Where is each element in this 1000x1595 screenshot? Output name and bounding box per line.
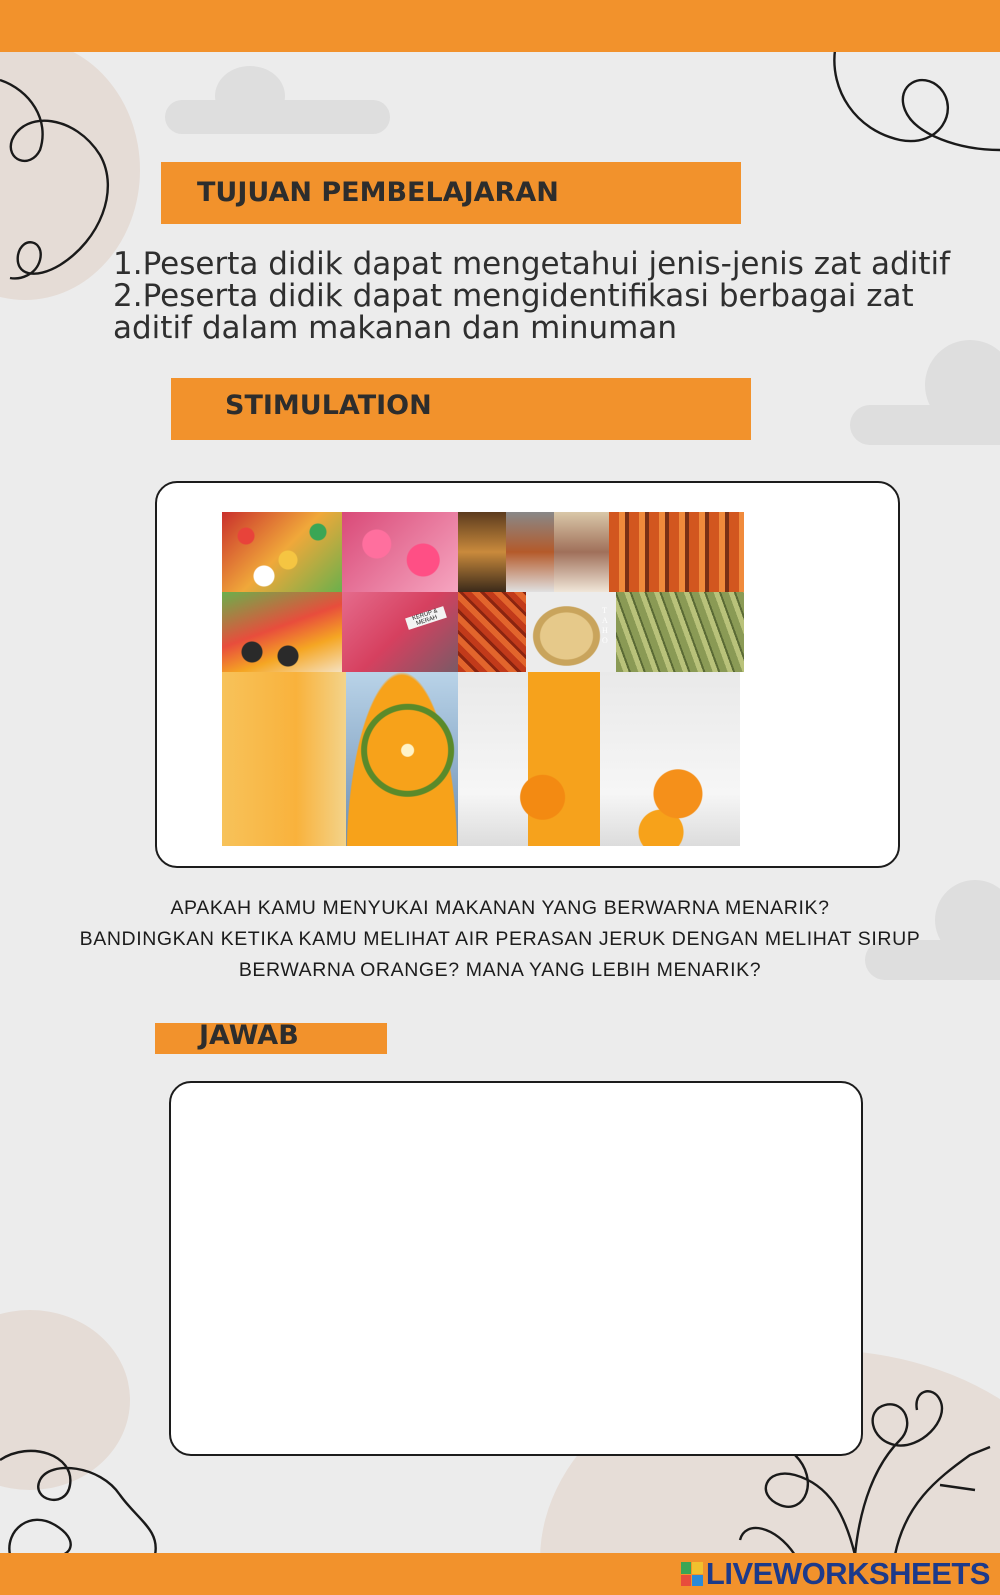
brand-logo[interactable] [681, 1555, 990, 1593]
photo-colorful-snacks [222, 512, 342, 592]
decor-scribble-top-left [0, 60, 130, 290]
photo-meat-grill [506, 512, 554, 592]
stimulation-title: STIMULATION [171, 378, 751, 440]
photo-orange-juice [458, 672, 740, 846]
question-1: APAKAH KAMU MENYUKAI MAKANAN YANG BERWARNA MENARIK? [170, 897, 830, 919]
objectives-title: TUJUAN PEMBELAJARAN [161, 162, 741, 224]
photo-red-shrimp [458, 592, 526, 672]
photo-label-taho: TAHO [602, 606, 608, 645]
decor-scribble-top-right [830, 50, 1000, 160]
photo-fried-snacks [458, 512, 506, 592]
decor-cloud-top-puff [215, 66, 285, 126]
answer-textarea[interactable] [169, 1081, 863, 1456]
brand-name: LIVEWORKSHEETS [705, 1556, 990, 1591]
photo-pink-candies [342, 512, 458, 592]
objective-item-2: 2.Peserta didik dapat mengidentifikasi berbagai zat aditif dalam makanan dan minuman [113, 278, 914, 346]
photo-orange-drink-glass [222, 672, 346, 846]
photo-label-kerup: KERUP & MERAH [405, 606, 447, 630]
food-drink-collage [222, 512, 744, 846]
stimulus-questions [20, 893, 980, 986]
photo-sliced-orange [346, 672, 458, 846]
objectives-list [113, 248, 993, 344]
answer-title: JAWAB [155, 1023, 387, 1054]
photo-satay [609, 512, 744, 592]
liveworksheets-icon [681, 1562, 703, 1586]
photo-green-beans [616, 592, 744, 672]
photo-cup-dessert [526, 592, 616, 672]
photo-dumplings [554, 512, 609, 592]
objective-item-1: 1.Peserta didik dapat mengetahui jenis-jenis zat aditif [113, 246, 951, 282]
decor-scribble-bottom-left [0, 1440, 170, 1555]
question-2: BANDINGKAN KETIKA KAMU MELIHAT AIR PERASAN JERUK DENGAN MELIHAT SIRUP BERWARNA ORANGE? MANA YANG LEBIH MENARIK? [79, 928, 921, 981]
photo-sushi-skewers [222, 592, 342, 672]
top-bar [0, 0, 1000, 52]
photo-pink-crackers [342, 592, 458, 672]
